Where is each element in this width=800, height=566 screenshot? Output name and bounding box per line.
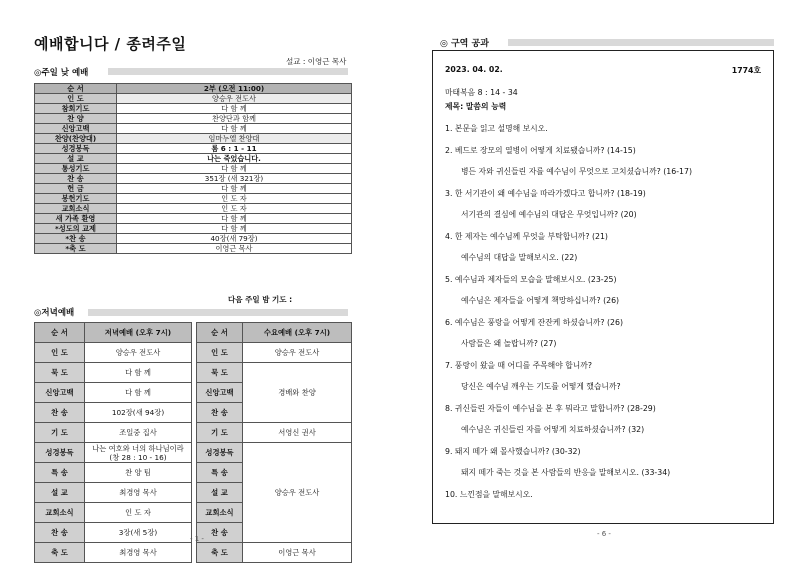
question-item: 4. 한 제자는 예수님께 무엇을 부탁합니까? (21) (445, 231, 608, 241)
row-value: 양승우 전도사 (243, 343, 352, 363)
row-value: 40장(새 79장) (117, 234, 352, 244)
table-row (35, 343, 192, 363)
row-value: 양승우 전도사 (243, 443, 352, 543)
question-sub-item: 돼지 떼가 죽는 것을 본 사람들의 반응을 말해보시오. (33-34) (461, 468, 671, 477)
row-value: 인 도 자 (85, 503, 192, 523)
table-row (35, 403, 192, 423)
row-value: 다 함 께 (117, 184, 352, 194)
header-evening: 저녁예배 (오후 7시) (85, 323, 192, 343)
table-row (35, 94, 352, 104)
row-value: 서영신 권사 (243, 423, 352, 443)
question-item: 2. 베드로 장모의 열병이 어떻게 치료됐습니까? (14-15) (445, 145, 636, 155)
table-row (35, 134, 352, 144)
page-number-left: - 1 - (190, 535, 204, 543)
section-bar (508, 39, 774, 46)
table-row (35, 483, 192, 503)
table-row (35, 543, 192, 563)
header-order: 순 서 (35, 84, 117, 94)
table-row (35, 234, 352, 244)
table-row (35, 363, 192, 383)
row-label: 설 교 (35, 154, 117, 164)
row-label: 기 도 (35, 423, 85, 443)
section-bar (108, 68, 348, 75)
row-value: 다 함 께 (117, 214, 352, 224)
row-label: 성경봉독 (35, 443, 85, 463)
question-item: 6. 예수님은 풍랑을 어떻게 잔잔케 하셨습니까? (26) (445, 317, 624, 327)
evening-section-label: ◎저녁예배 (34, 308, 75, 318)
row-label: 성경봉독 (197, 443, 243, 463)
question-sub-item: 당신은 예수님 깨우는 기도를 어떻게 했습니까? (461, 382, 621, 391)
row-label: *성도의 교제 (35, 224, 117, 234)
row-label: 묵 도 (197, 363, 243, 383)
row-label: 신앙고백 (35, 124, 117, 134)
row-value: 최경영 목사 (85, 543, 192, 563)
row-value: 찬 양 팀 (85, 463, 192, 483)
row-value: 인 도 자 (117, 194, 352, 204)
table-row (35, 214, 352, 224)
row-value: 다 함 께 (117, 124, 352, 134)
table-row (35, 144, 352, 154)
row-label: 신앙고백 (35, 383, 85, 403)
table-row (35, 224, 352, 234)
table-row (35, 124, 352, 134)
row-label: 찬 송 (197, 523, 243, 543)
row-value: 이영근 목사 (243, 543, 352, 563)
table-row (35, 523, 192, 543)
row-value: 찬양단과 함께 (117, 114, 352, 124)
row-label: 찬양(찬양대) (35, 134, 117, 144)
question-sub-item: 사람들은 왜 놀랍니까? (27) (461, 339, 557, 348)
row-label: 설 교 (35, 483, 85, 503)
study-passage: 마태복음 8 : 14 - 34 (445, 88, 518, 97)
study-box (432, 50, 774, 524)
table-row (35, 244, 352, 254)
row-label: 설 교 (197, 483, 243, 503)
table-row (35, 194, 352, 204)
question-item: 7. 풍랑이 왔을 때 어디를 주목해야 합니까? (445, 360, 592, 370)
row-label: 찬 송 (35, 403, 85, 423)
row-label: 축 도 (35, 543, 85, 563)
question-sub-item: 병든 자와 귀신들린 자를 예수님이 무엇으로 고치셨습니까? (16-17) (461, 167, 692, 176)
row-label: 봉헌기도 (35, 194, 117, 204)
row-value: 102장(새 94장) (85, 403, 192, 423)
table-row (35, 174, 352, 184)
preacher-line: 설교 : 이영근 목사 (286, 57, 347, 66)
row-label: 찬 송 (35, 174, 117, 184)
row-value: 다 함 께 (85, 363, 192, 383)
row-value: 다 함 께 (117, 104, 352, 114)
row-label: 헌 금 (35, 184, 117, 194)
evening-worship-table (34, 322, 192, 563)
morning-section-label: ◎주일 낮 예배 (34, 68, 89, 78)
study-topic: 제목: 말씀의 능력 (445, 102, 507, 111)
wednesday-worship-table (196, 322, 352, 563)
table-row (35, 204, 352, 214)
row-label: 참회기도 (35, 104, 117, 114)
row-value: 이영근 목사 (117, 244, 352, 254)
row-value: 다 함 께 (117, 164, 352, 174)
scripture-ref: (창 28 : 10 - 16) (109, 452, 167, 462)
row-value: 양승우 전도사 (117, 94, 352, 104)
row-value: 임마누엘 찬양대 (117, 134, 352, 144)
row-label: *찬 송 (35, 234, 117, 244)
table-row (35, 423, 192, 443)
row-label: 성경봉독 (35, 144, 117, 154)
question-item: 3. 한 서기관이 왜 예수님을 따라가겠다고 합니까? (18-19) (445, 188, 646, 198)
row-label: 기 도 (197, 423, 243, 443)
row-label: 통성기도 (35, 164, 117, 174)
question-sub-item: 예수님의 대답을 말해보시오. (22) (461, 253, 578, 262)
row-value: 다 함 께 (117, 224, 352, 234)
row-label: 묵 도 (35, 363, 85, 383)
row-label: 교회소식 (197, 503, 243, 523)
row-label: 찬 송 (35, 523, 85, 543)
row-value: 경배와 찬양 (243, 363, 352, 423)
table-row (35, 164, 352, 174)
question-sub-item: 예수님은 제자들을 어떻게 책망하십니까? (26) (461, 296, 620, 305)
header-service: 2부 (오전 11:00) (117, 84, 352, 94)
table-row (35, 104, 352, 114)
table-row (35, 383, 192, 403)
table-row (35, 443, 192, 463)
row-value: 양승우 전도사 (85, 343, 192, 363)
table-row (35, 154, 352, 164)
section-bar (88, 309, 348, 316)
row-value: 다 함 께 (85, 383, 192, 403)
table-row (35, 184, 352, 194)
row-label: 축 도 (197, 543, 243, 563)
study-section-label: ◎ 구역 공과 (440, 39, 489, 49)
row-label: 인 도 (35, 94, 117, 104)
question-item: 9. 돼지 떼가 왜 몰사했습니까? (30-32) (445, 446, 581, 456)
table-row (35, 503, 192, 523)
row-value: 나는 죽었습니다. (117, 154, 352, 164)
page-title: 예배합니다 / 종려주일 (34, 35, 187, 53)
row-value (85, 443, 192, 463)
row-value: 인 도 자 (117, 204, 352, 214)
scripture-title: 나는 여호와 너의 하나님이라 (92, 443, 184, 453)
next-week-prayer: 다음 주일 밤 기도 : (228, 295, 293, 304)
row-label: 찬 송 (197, 403, 243, 423)
row-value: 최경영 목사 (85, 483, 192, 503)
row-label: 특 송 (35, 463, 85, 483)
table-row (35, 114, 352, 124)
question-item: 5. 예수님과 제자들의 모습을 말해보시오. (23-25) (445, 274, 617, 284)
row-label: 인 도 (35, 343, 85, 363)
question-sub-item: 예수님은 귀신들린 자를 어떻게 치료하셨습니까? (32) (461, 425, 645, 434)
row-value: 롬 6 : 1 - 11 (117, 144, 352, 154)
row-label: *축 도 (35, 244, 117, 254)
row-label: 교회소식 (35, 503, 85, 523)
morning-worship-table (34, 83, 352, 254)
page-number-right: - 6 - (597, 530, 611, 538)
table-row (35, 463, 192, 483)
study-date: 2023. 04. 02. (445, 65, 503, 74)
question-item: 10. 느낀점을 말해보시오. (445, 489, 533, 499)
question-item: 8. 귀신들린 자들이 예수님을 본 후 뭐라고 말합니까? (28-29) (445, 403, 656, 413)
row-value: 조일중 집사 (85, 423, 192, 443)
row-value: 3장(새 5장) (85, 523, 192, 543)
row-label: 신앙고백 (197, 383, 243, 403)
row-value: 351장 (새 321장) (117, 174, 352, 184)
study-issue: 1774호 (731, 66, 761, 75)
header-order: 순 서 (197, 323, 243, 343)
header-order: 순 서 (35, 323, 85, 343)
row-label: 새 가족 환영 (35, 214, 117, 224)
row-label: 인 도 (197, 343, 243, 363)
row-label: 찬 양 (35, 114, 117, 124)
question-item: 1. 본문을 읽고 설명해 보시오. (445, 124, 548, 133)
row-label: 특 송 (197, 463, 243, 483)
header-wednesday: 수요예배 (오후 7시) (243, 323, 352, 343)
row-label: 교회소식 (35, 204, 117, 214)
question-sub-item: 서기관의 결심에 예수님의 대답은 무엇입니까? (20) (461, 210, 637, 219)
